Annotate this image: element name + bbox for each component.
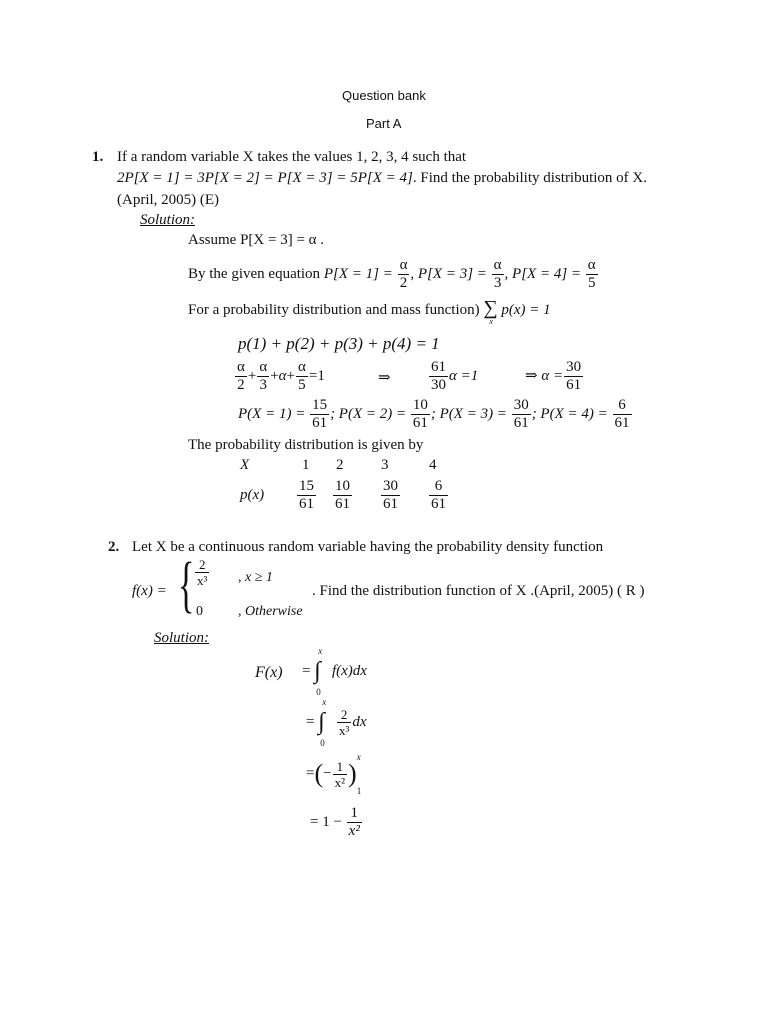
q1-dist-text: The probability distribution is given by	[188, 437, 424, 453]
q1-given-line	[188, 258, 599, 291]
table-p-3: $\frac{30}{61}$	[383, 478, 398, 512]
table-x-2: 2	[336, 457, 344, 473]
q2-case1-value: $\frac{2}{\text{x³}}$	[197, 557, 208, 588]
fraction-alpha-3: $\frac{\alpha}{3}$	[493, 257, 502, 291]
q2-case1-cond: , x ≥ 1	[238, 570, 273, 585]
q1-line2-rest: . Find the probability distribution of X.	[412, 170, 648, 186]
fraction-30-61: $\frac{30}{61}$	[566, 359, 582, 393]
q2-question: . Find the distribution function of X .(April, 2005) ( R )	[312, 583, 645, 599]
q2-step2: = ∫ x 0 $\frac{2}{\text{x³}}$ dx	[306, 697, 367, 748]
q2-fx: f(x) =	[132, 583, 167, 599]
q2-step3: =(− $\frac{1}{\text{x²}}$ ) x 1	[306, 752, 362, 796]
q1-pmf-line	[188, 297, 551, 326]
q1-sum-line: p(1) + p(2) + p(3) + p(4) = 1	[238, 334, 440, 353]
q1-assume: Assume P[X = 3] = α .	[188, 232, 325, 248]
q2-step1: = ∫ x 0 f(x)dx	[302, 646, 367, 697]
implies-arrow-1: ⇒	[378, 370, 391, 386]
q1-number: 1.	[92, 149, 104, 165]
q2-F-label: F(x)	[255, 664, 283, 681]
table-x-3: 3	[381, 457, 389, 473]
fraction-alpha-5: $\frac{\alpha}{5}$	[587, 257, 596, 291]
fraction-alpha-2: $\frac{\alpha}{2}$	[399, 257, 408, 291]
q1-given-text: By the given equation	[188, 265, 321, 282]
q1-condition-eq: 2P[X = 1] = 3P[X = 2] = P[X = 3] = 5P[X = 4]	[117, 170, 413, 186]
q1-alpha-line: $\frac{\alpha}{2}$ + $\frac{\alpha}{3}$ +α+ $\frac{\alpha}{5}$ =1	[237, 359, 325, 393]
q1-pmf-text: For a probability distribution and mass function)	[188, 302, 480, 318]
q1-pmf-eq: p(x) = 1	[501, 302, 551, 318]
q1-line2	[117, 170, 647, 187]
table-p-2: $\frac{10}{61}$	[335, 478, 350, 512]
q2-case2-value: 0	[196, 604, 203, 619]
page-subtitle: Part A	[366, 116, 402, 131]
table-p-4: $\frac{6}{61}$	[431, 478, 446, 512]
table-x-label: X	[240, 457, 250, 473]
q1-given-eq2: , P[X = 3] =	[410, 265, 487, 282]
table-p-1: $\frac{15}{61}$	[299, 478, 314, 512]
page-title: Question bank	[342, 88, 426, 103]
q2-number: 2.	[108, 539, 120, 555]
q1-solution-label: Solution:	[140, 212, 195, 228]
fraction-61-30: $\frac{61}{30}$	[431, 359, 446, 393]
q1-source: (April, 2005) (E)	[117, 192, 220, 208]
fraction-alpha-2b: $\frac{\alpha}{2}$	[237, 359, 245, 393]
integral-sign: ∫ x 0	[314, 646, 323, 697]
q1-alpha-solve: $\frac{61}{30}$ α =1	[431, 359, 479, 393]
q2-solution-label: Solution:	[154, 630, 209, 646]
q2-case2-cond: , Otherwise	[238, 604, 303, 619]
integral-sign-2: ∫ x 0	[318, 697, 327, 748]
fraction-p3: $\frac{30}{61}$	[513, 397, 529, 431]
table-x-1: 1	[302, 457, 310, 473]
left-brace: {	[178, 551, 195, 619]
fraction-p2: $\frac{10}{61}$	[412, 397, 428, 431]
table-p-label: p(x)	[240, 487, 265, 503]
fraction-alpha-3b: $\frac{\alpha}{3}$	[259, 359, 268, 393]
q2-step4: = 1 − $\frac{1}{\text{x²}}$	[310, 805, 360, 839]
fraction-alpha-5b: $\frac{\alpha}{5}$	[298, 359, 306, 393]
q1-given-eq3: , P[X = 4] =	[504, 265, 582, 282]
fraction-p4: $\frac{6}{61}$	[614, 397, 630, 431]
sum-symbol: ∑ x	[483, 297, 498, 326]
q1-alpha-result: ⇒ α = $\frac{30}{61}$	[525, 359, 582, 393]
q1-line1: If a random variable X takes the values 1, 2, 3, 4 such that	[117, 149, 467, 165]
q1-given-eq1: P[X = 1] =	[323, 265, 393, 282]
q2-line1: Let X be a continuous random variable having the probability density function	[132, 539, 604, 555]
q1-probability-values: P(X = 1) = $\frac{15}{61}$ ; P(X = 2) = $\frac{10}{61}$ ; P(X = 3) = $\frac{30}{61}$ ; P(X = 4) = $\frac{6}{61}$	[238, 397, 630, 431]
fraction-p1: $\frac{15}{61}$	[312, 397, 328, 431]
table-x-4: 4	[429, 457, 437, 473]
